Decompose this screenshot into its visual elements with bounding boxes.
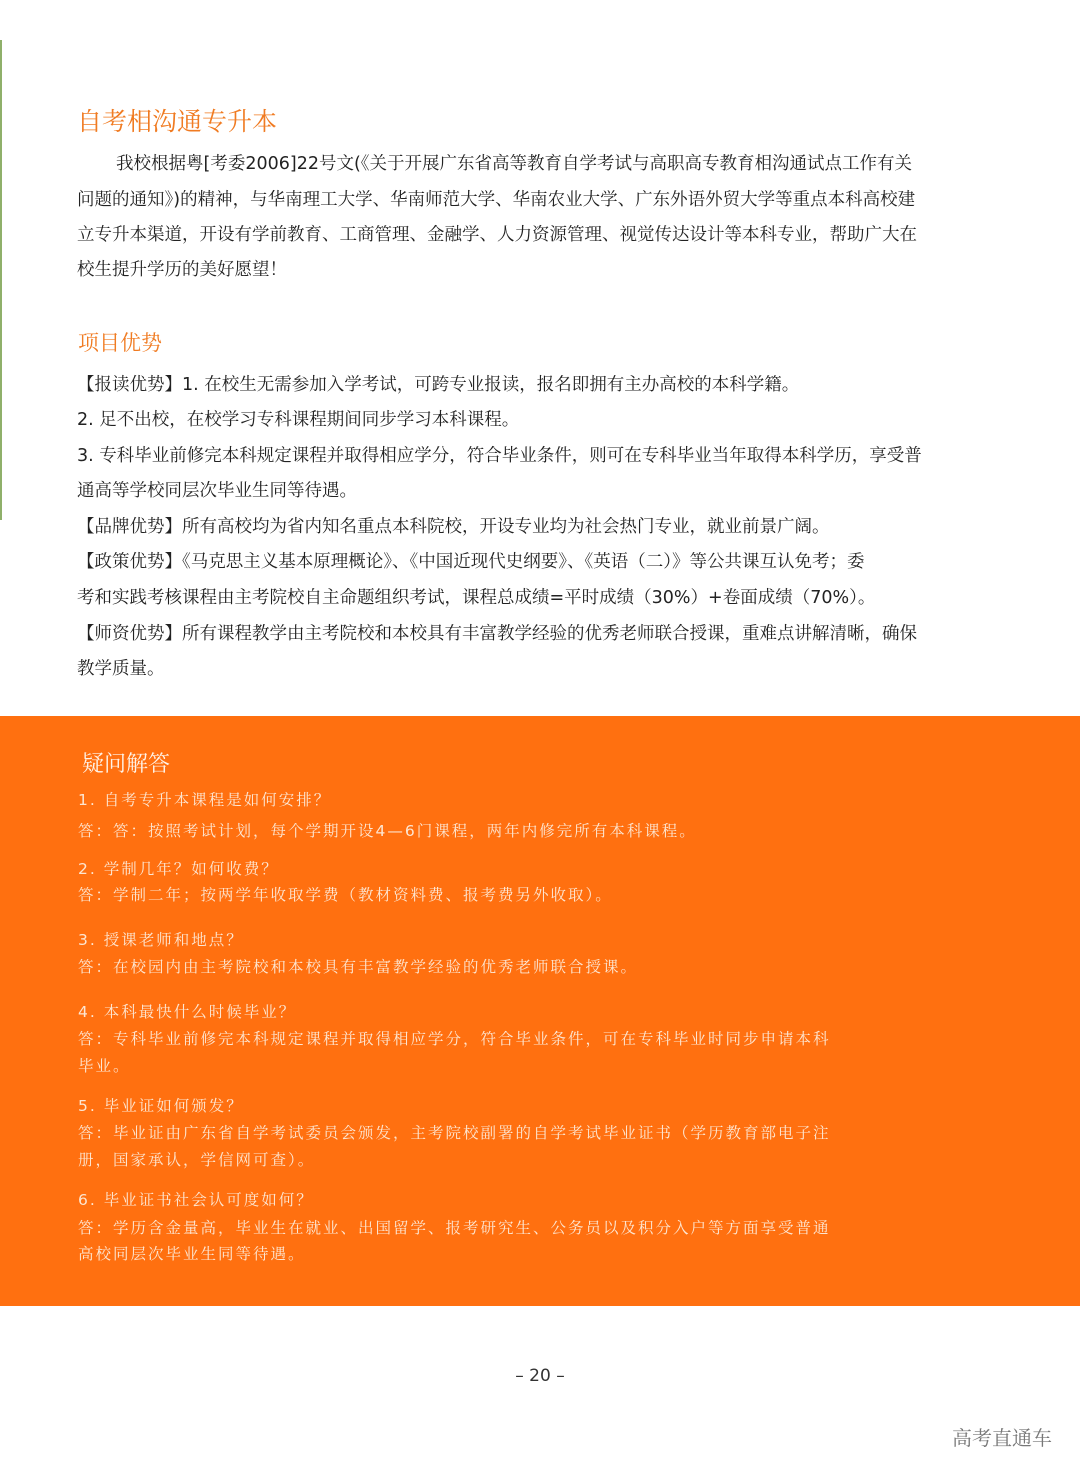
advantage-line: 【政策优势】《马克思主义基本原理概论》、《中国近现代史纲要》、《英语（二）》等公共课互认免考；委 [77,552,865,572]
page-number: – 20 – [515,1366,565,1386]
section-title: 自考相沟通专升本 [77,107,278,136]
advantage-line: 教学质量。 [77,659,165,679]
advantage-line: 3. 专科毕业前修完本科规定课程并取得相应学分，符合毕业条件，则可在专科毕业当年取得本科学历，享受普 [77,446,922,466]
faq-answer: 毕业。 [78,1057,131,1075]
faq-answer: 答：学制二年；按两学年收取学费（教材资料费、报考费另外收取）。 [78,886,613,904]
faq-answer: 答：答：按照考试计划，每个学期开设4—6门课程，两年内修完所有本科课程。 [78,822,697,840]
faq-answer: 答：毕业证由广东省自学考试委员会颁发，主考院校副署的自学考试毕业证书（学历教育部电子注 [78,1124,831,1142]
subsection-title: 项目优势 [78,331,162,355]
advantage-line: 2. 足不出校，在校学习专科课程期间同步学习本科课程。 [77,410,520,430]
advantage-line: 【师资优势】所有课程教学由主考院校和本校具有丰富教学经验的优秀老师联合授课，重难点讲解清晰，确保 [77,624,917,644]
advantage-line: 【报读优势】1. 在校生无需参加入学考试，可跨专业报读，报名即拥有主办高校的本科学籍。 [77,375,800,395]
faq-question: 5. 毕业证如何颁发？ [78,1097,244,1115]
faq-answer: 答：在校园内由主考院校和本校具有丰富教学经验的优秀老师联合授课。 [78,958,639,976]
watermark: 高考直通车 [952,1426,1052,1450]
faq-title: 疑问解答 [82,752,171,777]
faq-question: 3. 授课老师和地点？ [78,931,244,949]
paragraph-line: 校生提升学历的美好愿望！ [77,260,287,280]
faq-answer: 答：学历含金量高，毕业生在就业、出国留学、报考研究生、公务员以及积分入户等方面享受普通 [78,1219,831,1237]
paragraph-line: 我校根据粤[考委2006]22号文(《关于开展广东省高等教育自学考试与高职高专教育相沟通试点工作有关 [116,154,913,174]
faq-question: 6. 毕业证书社会认可度如何？ [78,1191,314,1209]
faq-question: 1. 自考专升本课程是如何安排？ [78,791,332,809]
paragraph-line: 立专升本渠道，开设有学前教育、工商管理、金融学、人力资源管理、视觉传达设计等本科专业，帮助广大在 [77,225,917,245]
faq-question: 2. 学制几年？如何收费？ [78,860,279,878]
advantage-line: 考和实践考核课程由主考院校自主命题组织考试，课程总成绩=平时成绩（30%）+卷面成绩（70%）。 [77,588,876,608]
faq-answer: 答：专科毕业前修完本科规定课程并取得相应学分，符合毕业条件，可在专科毕业时同步申请本科 [78,1030,831,1048]
paragraph-line: 问题的通知》)的精神，与华南理工大学、华南师范大学、华南农业大学、广东外语外贸大学等重点本科高校建 [77,190,916,210]
advantage-line: 通高等学校同层次毕业生同等待遇。 [77,481,357,501]
faq-answer: 高校同层次毕业生同等待遇。 [78,1245,306,1263]
faq-question: 4. 本科最快什么时候毕业？ [78,1003,297,1021]
page-edge-decoration [0,40,2,520]
advantage-line: 【品牌优势】所有高校均为省内知名重点本科院校，开设专业均为社会热门专业，就业前景广阔。 [77,517,830,537]
faq-answer: 册，国家承认，学信网可查）。 [78,1151,316,1169]
